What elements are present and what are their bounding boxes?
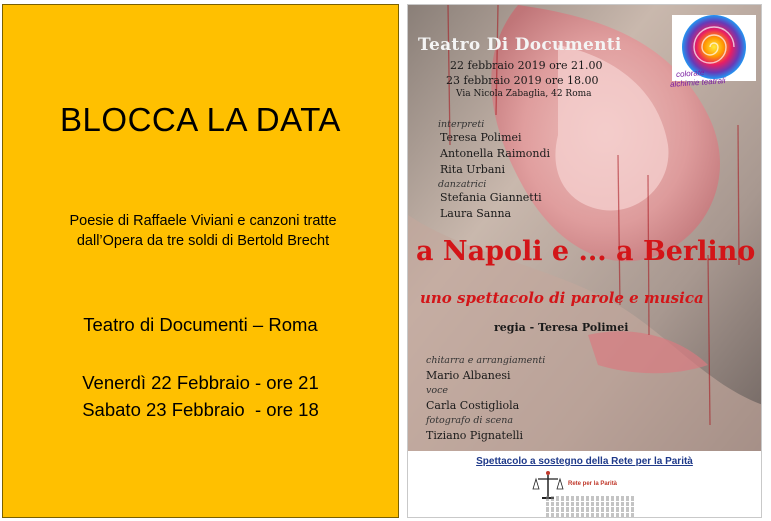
date-friday: Venerdì 22 Febbraio - ore 21 <box>82 372 319 393</box>
chitarra-name: Mario Albanesi <box>426 369 511 382</box>
subtitle <box>33 211 373 251</box>
fine-print <box>546 496 636 518</box>
interpreti-label: interpreti <box>438 119 485 130</box>
regia: regia - Teresa Polimei <box>494 321 629 334</box>
show-subtitle: uno spettacolo di parole e musica <box>420 289 704 307</box>
dates <box>3 369 398 423</box>
subtitle-line-2: dall’Opera da tre soldi di Bertold Brecht <box>76 233 330 249</box>
voce-name: Carla Costigliola <box>426 399 520 412</box>
poster-date-2: 23 febbraio 2019 ore 18.00 <box>446 74 599 87</box>
interprete-2: Antonella Raimondi <box>440 147 551 160</box>
fotografo-name: Tiziano Pignatelli <box>426 429 524 442</box>
poster-date-1: 22 febbraio 2019 ore 21.00 <box>450 59 603 72</box>
logo-text: Rete per la Parità <box>568 481 618 487</box>
chitarra-label: chitarra e arrangiamenti <box>426 355 546 366</box>
danzatrice-1: Stefania Giannetti <box>440 191 542 204</box>
interprete-3: Rita Urbani <box>440 163 506 176</box>
support-note: Spettacolo a sostegno della Rete per la Parità <box>476 456 693 467</box>
danzatrice-2: Laura Sanna <box>440 207 512 220</box>
headline: BLOCCA LA DATA <box>60 101 341 138</box>
date-saturday: Sabato 23 Febbraio - ore 18 <box>82 399 319 420</box>
subtitle-line-1: Poesie di Raffaele Viviani e canzoni tratte <box>69 213 337 229</box>
poster-title: Teatro Di Documenti <box>418 35 622 55</box>
interprete-1: Teresa Polimei <box>440 131 522 144</box>
date-card <box>2 4 399 518</box>
spiral-logo-text-1: colorate <box>675 68 705 79</box>
poster-address: Via Nicola Zabaglia, 42 Roma <box>456 89 592 99</box>
fotografo-label: fotografo di scena <box>426 415 514 426</box>
show-title: a Napoli e ... a Berlino <box>416 236 756 267</box>
voce-label: voce <box>426 385 449 396</box>
venue: Teatro di Documenti – Roma <box>83 314 318 335</box>
danzatrici-label: danzatrici <box>438 179 487 190</box>
event-poster <box>407 4 762 518</box>
spiral-logo-text-2: alchimie teatrali <box>669 76 726 89</box>
